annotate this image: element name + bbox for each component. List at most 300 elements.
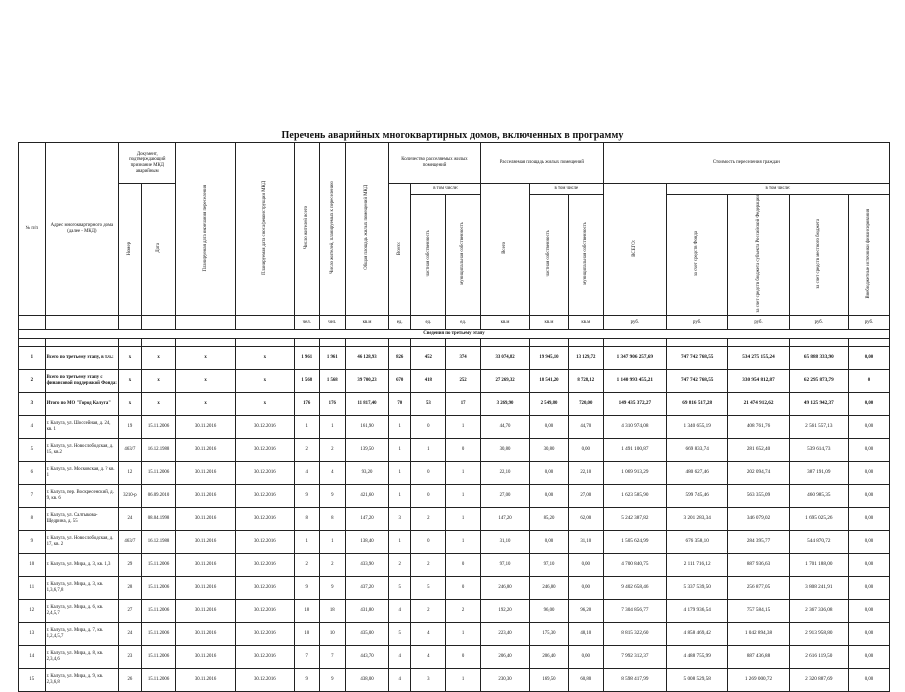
- unit-cell: кв.м: [481, 316, 530, 330]
- table-cell: 452: [411, 347, 446, 370]
- table-cell: 284 395,77: [728, 531, 789, 554]
- table-row: [19, 531, 890, 554]
- table-cell: 431,80: [346, 600, 389, 623]
- table-cell: 408 761,76: [728, 416, 789, 439]
- table-cell: 0,00: [848, 600, 889, 623]
- table-cell: 0,00: [848, 347, 889, 370]
- table-cell: x: [176, 347, 235, 370]
- table-cell: 27: [119, 600, 141, 623]
- table-cell: 2 320 887,69: [789, 669, 848, 692]
- table-cell: 5 242 387,82: [603, 508, 666, 531]
- table-cell: 0,00: [848, 462, 889, 485]
- table-cell: 720,00: [568, 393, 603, 416]
- table-cell: 9: [319, 485, 346, 508]
- table-cell: 0: [848, 370, 889, 393]
- address-cell: г. Калуга, ул. Мира, д. 3, кв. 1,3,6,7,8: [45, 577, 119, 600]
- table-cell: 15.11.2006: [141, 600, 176, 623]
- table-cell: 97,10: [530, 554, 569, 577]
- table-cell: 539 614,73: [789, 439, 848, 462]
- header-area-total: Всего: [481, 184, 530, 316]
- table-cell: 4 488 755,99: [667, 646, 728, 669]
- table-cell: 2 616 119,50: [789, 646, 848, 669]
- table-cell: 887 936,63: [728, 554, 789, 577]
- table-cell: 30.12.2016: [235, 531, 294, 554]
- table-cell: 599 745,46: [667, 485, 728, 508]
- header-doc-number: Номер: [119, 184, 141, 316]
- table-cell: 4 858 469,42: [667, 623, 728, 646]
- table-cell: 206,40: [530, 646, 569, 669]
- unit-cell: руб.: [667, 316, 728, 330]
- address-cell: г. Калуга, ул. Мира, д. 9, кв. 2,3,6,8: [45, 669, 119, 692]
- table-row: [19, 669, 890, 692]
- table-cell: 3: [388, 508, 410, 531]
- table-row: [19, 646, 890, 669]
- table-cell: 0,00: [568, 577, 603, 600]
- table-cell: 1: [319, 416, 346, 439]
- table-cell: 1: [446, 531, 481, 554]
- table-cell: 30.12.2016: [235, 600, 294, 623]
- table-cell: 15.11.2006: [141, 416, 176, 439]
- units-row: [19, 316, 890, 330]
- table-cell: 230,30: [481, 669, 530, 692]
- table-cell: 1: [411, 439, 446, 462]
- table-cell: x: [235, 347, 294, 370]
- table-cell: 18: [294, 600, 319, 623]
- table-cell: 374: [446, 347, 481, 370]
- table-cell: 10: [294, 623, 319, 646]
- table-cell: 17: [446, 393, 481, 416]
- table-cell: 53: [411, 393, 446, 416]
- section-title: Сведения по третьему этапу: [19, 330, 890, 339]
- unit-cell: руб.: [728, 316, 789, 330]
- table-cell: 30.12.2016: [235, 462, 294, 485]
- table-cell: 2: [411, 600, 446, 623]
- table-cell: 139,50: [346, 439, 389, 462]
- table-cell: 1 701 188,00: [789, 554, 848, 577]
- table-cell: 2 913 958,80: [789, 623, 848, 646]
- table-cell: 252: [446, 370, 481, 393]
- table-cell: 480 627,46: [667, 462, 728, 485]
- address-cell: г. Калуга, ул. Мира, д. 3, кв. 1,3: [45, 554, 119, 577]
- table-row: [19, 577, 890, 600]
- table-cell: 13: [19, 623, 46, 646]
- header-area-resettled: Расселяемая площадь жилых помещений: [481, 143, 604, 184]
- table-cell: 256 877,05: [728, 577, 789, 600]
- table-cell: x: [141, 393, 176, 416]
- table-cell: 8: [319, 508, 346, 531]
- table-cell: 5 008 529,58: [667, 669, 728, 692]
- table-cell: 670: [388, 370, 410, 393]
- table-cell: 1 568: [294, 370, 319, 393]
- table-cell: 435,00: [346, 623, 389, 646]
- table-cell: 1: [446, 669, 481, 692]
- table-cell: 2: [446, 600, 481, 623]
- table-cell: 62 295 873,79: [789, 370, 848, 393]
- header-doc-date: Дата: [141, 184, 176, 316]
- table-cell: 757 584,15: [728, 600, 789, 623]
- address-cell: г. Калуга, ул. Новослободская, д. 15, кв.2: [45, 439, 119, 462]
- table-cell: 443,70: [346, 646, 389, 669]
- table-cell: 1 269 000,72: [728, 669, 789, 692]
- table-row: [19, 370, 890, 393]
- table-cell: 4: [411, 646, 446, 669]
- table-cell: 1: [446, 623, 481, 646]
- table-cell: 330 954 812,87: [728, 370, 789, 393]
- table-cell: 1 491 100,87: [603, 439, 666, 462]
- table-cell: 460 985,35: [789, 485, 848, 508]
- table-cell: 0,00: [848, 577, 889, 600]
- table-cell: 421,60: [346, 485, 389, 508]
- address-cell: г. Калуга, ул. Мира, д. 7, кв. 1,2,4,5,7: [45, 623, 119, 646]
- table-cell: 10: [319, 623, 346, 646]
- header-planned-resettlement: Планируемая дата окончания переселения: [176, 143, 235, 316]
- unit-cell: руб.: [789, 316, 848, 330]
- table-cell: 0: [411, 416, 446, 439]
- table-cell: 30.12.2016: [235, 554, 294, 577]
- header-rooms-municipal: муниципальная собственность: [446, 195, 481, 316]
- table-cell: 438,00: [346, 669, 389, 692]
- table-cell: 1: [446, 485, 481, 508]
- table-cell: 24: [119, 508, 141, 531]
- table-cell: 437,20: [346, 577, 389, 600]
- table-cell: 192,20: [481, 600, 530, 623]
- table-cell: 31,10: [481, 531, 530, 554]
- table-cell: 1 623 585,90: [603, 485, 666, 508]
- table-cell: 0,00: [568, 646, 603, 669]
- table-cell: 7: [319, 646, 346, 669]
- address-cell: г. Калуга, ул. Мира, д. 8, кв. 2,3,4,6: [45, 646, 119, 669]
- table-cell: 11 817,40: [346, 393, 389, 416]
- table-cell: 1 568: [319, 370, 346, 393]
- table-cell: 30.12.2016: [235, 669, 294, 692]
- table-cell: 30.12.2016: [235, 416, 294, 439]
- table-cell: 29: [119, 554, 141, 577]
- table-cell: 15.11.2006: [141, 462, 176, 485]
- table-cell: 138,40: [346, 531, 389, 554]
- table-cell: 26: [119, 669, 141, 692]
- table-cell: 346 079,02: [728, 508, 789, 531]
- table-header: [19, 143, 890, 347]
- table-cell: 5: [19, 439, 46, 462]
- table-cell: 4 179 936,54: [667, 600, 728, 623]
- unit-cell: руб.: [848, 316, 889, 330]
- table-cell: 534 275 155,24: [728, 347, 789, 370]
- table-cell: 18: [319, 600, 346, 623]
- table-row: [19, 462, 890, 485]
- table-cell: 4: [19, 416, 46, 439]
- table-cell: 30.11.2016: [176, 485, 235, 508]
- table-cell: 30,80: [481, 439, 530, 462]
- table-cell: 1 069 913,29: [603, 462, 666, 485]
- table-cell: 48,10: [568, 623, 603, 646]
- table-cell: 2: [411, 554, 446, 577]
- table-cell: 30.11.2016: [176, 462, 235, 485]
- unit-cell: кв.м: [568, 316, 603, 330]
- table-cell: x: [176, 393, 235, 416]
- table-cell: 246,80: [530, 577, 569, 600]
- table-cell: 30.11.2016: [176, 416, 235, 439]
- table-cell: 1: [388, 439, 410, 462]
- unit-cell: ед.: [388, 316, 410, 330]
- table-cell: 1: [319, 531, 346, 554]
- table-cell: 30.12.2016: [235, 623, 294, 646]
- table-cell: 2: [388, 554, 410, 577]
- table-cell: 27,00: [568, 485, 603, 508]
- table-cell: 9: [319, 577, 346, 600]
- table-row: [19, 508, 890, 531]
- table-cell: 2: [319, 439, 346, 462]
- table-cell: 30.12.2016: [235, 577, 294, 600]
- header-cost-total: ВСЕГО:: [603, 184, 666, 316]
- table-cell: 3210-р: [119, 485, 141, 508]
- table-cell: 0,00: [848, 669, 889, 692]
- table-cell: 96,20: [568, 600, 603, 623]
- address-cell: Всего по третьему этапу с финансовой поддержкой Фонда:: [45, 370, 119, 393]
- table-cell: 30.11.2016: [176, 646, 235, 669]
- table-cell: 169,50: [530, 669, 569, 692]
- table-cell: 0,00: [848, 439, 889, 462]
- table-cell: 1: [294, 531, 319, 554]
- table-cell: 0,00: [530, 485, 569, 508]
- table-cell: 9: [294, 577, 319, 600]
- table-cell: 70: [388, 393, 410, 416]
- table-cell: 30.11.2016: [176, 600, 235, 623]
- table-cell: 0,00: [530, 462, 569, 485]
- table-cell: 281 652,40: [728, 439, 789, 462]
- table-cell: 21 474 912,62: [728, 393, 789, 416]
- header-residents-planned: Число жителей, планируемых к переселению: [319, 143, 346, 316]
- table-cell: 2 111 716,12: [667, 554, 728, 577]
- header-residents-total: Число жителей всего: [294, 143, 319, 316]
- table-cell: x: [119, 370, 141, 393]
- table-cell: 1: [388, 531, 410, 554]
- header-rooms-count: Количество расселяемых жилых помещений: [388, 143, 480, 184]
- table-cell: 15.11.2006: [141, 646, 176, 669]
- header-rooms-incl: в том числе:: [411, 184, 481, 195]
- header-cost-incl: в том числе:: [667, 184, 890, 195]
- address-cell: г. Калуга, ул. Мира, д. 6, кв. 2,4,5,7: [45, 600, 119, 623]
- table-row: [19, 554, 890, 577]
- table-cell: 46 128,93: [346, 347, 389, 370]
- table-cell: 9: [319, 669, 346, 692]
- table-cell: 19 945,10: [530, 347, 569, 370]
- table-cell: 1 042 894,38: [728, 623, 789, 646]
- table-cell: 14: [19, 646, 46, 669]
- table-cell: 5: [388, 577, 410, 600]
- header-cost: Стоимость переселения граждан: [603, 143, 889, 184]
- table-cell: 8 598 417,99: [603, 669, 666, 692]
- table-cell: 1: [388, 416, 410, 439]
- unit-cell: кв.м: [530, 316, 569, 330]
- table-cell: 12: [19, 600, 46, 623]
- table-cell: 5 337 539,50: [667, 577, 728, 600]
- table-cell: 1 140 993 455,21: [603, 370, 666, 393]
- table-cell: 3 269,90: [481, 393, 530, 416]
- table-cell: 27 269,32: [481, 370, 530, 393]
- table-cell: 1: [19, 347, 46, 370]
- table-cell: x: [119, 393, 141, 416]
- table-cell: 33 074,82: [481, 347, 530, 370]
- table-cell: 0,00: [568, 554, 603, 577]
- table-cell: 175,30: [530, 623, 569, 646]
- table-cell: 1 505 624,99: [603, 531, 666, 554]
- table-cell: 7: [294, 646, 319, 669]
- table-cell: 10: [19, 554, 46, 577]
- table-row: [19, 623, 890, 646]
- table-cell: 5: [388, 623, 410, 646]
- table-cell: 202 094,74: [728, 462, 789, 485]
- table-cell: 30.11.2016: [176, 623, 235, 646]
- table-cell: 49 125 942,37: [789, 393, 848, 416]
- address-cell: г. Калуга, ул. Шоссейная, д. 24, кв. 1: [45, 416, 119, 439]
- table-cell: 1: [446, 416, 481, 439]
- table-cell: 1: [446, 462, 481, 485]
- table-cell: 62,00: [568, 508, 603, 531]
- table-cell: 1 340 655,19: [667, 416, 728, 439]
- table-cell: 223,40: [481, 623, 530, 646]
- table-row: [19, 439, 890, 462]
- table-cell: 0,00: [530, 416, 569, 439]
- table-cell: 161,90: [346, 416, 389, 439]
- table-cell: 0,00: [848, 485, 889, 508]
- table-cell: 44,70: [568, 416, 603, 439]
- table-cell: 0: [446, 439, 481, 462]
- table-row: [19, 485, 890, 508]
- table-cell: 0,00: [848, 623, 889, 646]
- table-cell: 44,70: [481, 416, 530, 439]
- table-cell: x: [176, 370, 235, 393]
- table-cell: 30.11.2016: [176, 669, 235, 692]
- header-area-municipal: муниципальная собственность: [568, 195, 603, 316]
- table-cell: 9: [294, 669, 319, 692]
- header-area-private: частная собственность: [530, 195, 569, 316]
- header-area-incl: в том числе: [530, 184, 604, 195]
- table-cell: 463/7: [119, 439, 141, 462]
- table-cell: 11: [19, 577, 46, 600]
- table-cell: x: [119, 347, 141, 370]
- table-cell: 0: [446, 646, 481, 669]
- table-cell: 60,80: [568, 669, 603, 692]
- table-cell: 5: [411, 577, 446, 600]
- unit-cell: ед.: [446, 316, 481, 330]
- table-cell: 30.11.2016: [176, 439, 235, 462]
- table-cell: 0,00: [848, 531, 889, 554]
- table-cell: 18 541,20: [530, 370, 569, 393]
- table-cell: 669 833,74: [667, 439, 728, 462]
- table-row: [19, 393, 890, 416]
- table-cell: 15.11.2006: [141, 669, 176, 692]
- table-cell: 27,00: [481, 485, 530, 508]
- table-cell: 418: [411, 370, 446, 393]
- header-planned-demolition: Планируемая дата сноса/реконструкции МКД: [235, 143, 294, 316]
- table-cell: 246,80: [481, 577, 530, 600]
- table-cell: 31,10: [568, 531, 603, 554]
- table-cell: 22,10: [568, 462, 603, 485]
- table-cell: 0,00: [848, 646, 889, 669]
- table-cell: 97,10: [481, 554, 530, 577]
- page-title: Перечень аварийных многоквартирных домов, включенных в программу: [281, 130, 624, 141]
- table-cell: 0,00: [848, 554, 889, 577]
- table-cell: 4: [388, 600, 410, 623]
- table-cell: 30.11.2016: [176, 508, 235, 531]
- table-cell: 1: [388, 485, 410, 508]
- table-cell: 12: [119, 462, 141, 485]
- table-cell: 19: [119, 416, 141, 439]
- table-cell: x: [235, 370, 294, 393]
- header-local: за счет средств местного бюджета: [789, 195, 848, 316]
- table-cell: 149 435 372,27: [603, 393, 666, 416]
- table-cell: 0: [446, 577, 481, 600]
- table-cell: 1: [388, 462, 410, 485]
- table-cell: 2 549,80: [530, 393, 569, 416]
- header-address: Адрес многоквартирного дома (далее - МКД): [45, 143, 119, 316]
- table-cell: 147,20: [481, 508, 530, 531]
- address-cell: г. Калуга, пер. Воскресенский, д. 9, кв. 6: [45, 485, 119, 508]
- header-rooms-total: Всего:: [388, 184, 410, 316]
- table-cell: 2 367 336,08: [789, 600, 848, 623]
- table-cell: 3: [19, 393, 46, 416]
- table-cell: 28: [119, 577, 141, 600]
- header-doc: Документ, подтверждающий признание МКД аварийным: [119, 143, 176, 184]
- table-cell: 0,00: [568, 439, 603, 462]
- address-cell: г. Калуга, ул. Московская, д. ? кв. 1: [45, 462, 119, 485]
- table-cell: 15.11.2006: [141, 577, 176, 600]
- table-cell: 15: [19, 669, 46, 692]
- table-cell: x: [235, 393, 294, 416]
- table-cell: 96,00: [530, 600, 569, 623]
- table-cell: 4: [411, 623, 446, 646]
- table-cell: 1: [446, 508, 481, 531]
- unit-cell: кв.м: [346, 316, 389, 330]
- table-cell: 463/7: [119, 531, 141, 554]
- table-cell: 8 815 322,60: [603, 623, 666, 646]
- header-regional: за счет средств бюджета субъекта Российской Федерации: [728, 195, 789, 316]
- table-cell: 0: [411, 531, 446, 554]
- table-cell: 30.12.2016: [235, 439, 294, 462]
- table-cell: 8: [19, 508, 46, 531]
- table-cell: 4 700 840,75: [603, 554, 666, 577]
- table-cell: 3: [411, 669, 446, 692]
- table-cell: 4: [388, 669, 410, 692]
- table-cell: 08.04.1998: [141, 508, 176, 531]
- table-row: [19, 347, 890, 370]
- address-cell: г. Калуга, ул. Салтыкова-Щедрина, д. 55: [45, 508, 119, 531]
- table-cell: 1 695 025,26: [789, 508, 848, 531]
- address-cell: г. Калуга, ул. Новослободская, д. 17, кв. 2: [45, 531, 119, 554]
- table-cell: 2: [411, 508, 446, 531]
- table-cell: 65 888 333,90: [789, 347, 848, 370]
- header-fund: за счет средств Фонда: [667, 195, 728, 316]
- table-cell: 1 961: [319, 347, 346, 370]
- table-cell: 147,20: [346, 508, 389, 531]
- table-cell: 0: [446, 554, 481, 577]
- table-cell: 4: [294, 462, 319, 485]
- table-cell: 7 304 856,77: [603, 600, 666, 623]
- table-cell: 544 870,72: [789, 531, 848, 554]
- header-extra: Внебюджетные источники финансирования: [848, 195, 889, 316]
- table-cell: 176: [294, 393, 319, 416]
- buildings-table: [18, 142, 890, 692]
- table-cell: 22,10: [481, 462, 530, 485]
- table-cell: 9: [294, 485, 319, 508]
- table-cell: 2: [19, 370, 46, 393]
- table-cell: 16.12.1988: [141, 531, 176, 554]
- table-cell: 176: [319, 393, 346, 416]
- table-cell: 23: [119, 646, 141, 669]
- table-cell: 16.12.1988: [141, 439, 176, 462]
- table-cell: 1 961: [294, 347, 319, 370]
- table-cell: 8: [294, 508, 319, 531]
